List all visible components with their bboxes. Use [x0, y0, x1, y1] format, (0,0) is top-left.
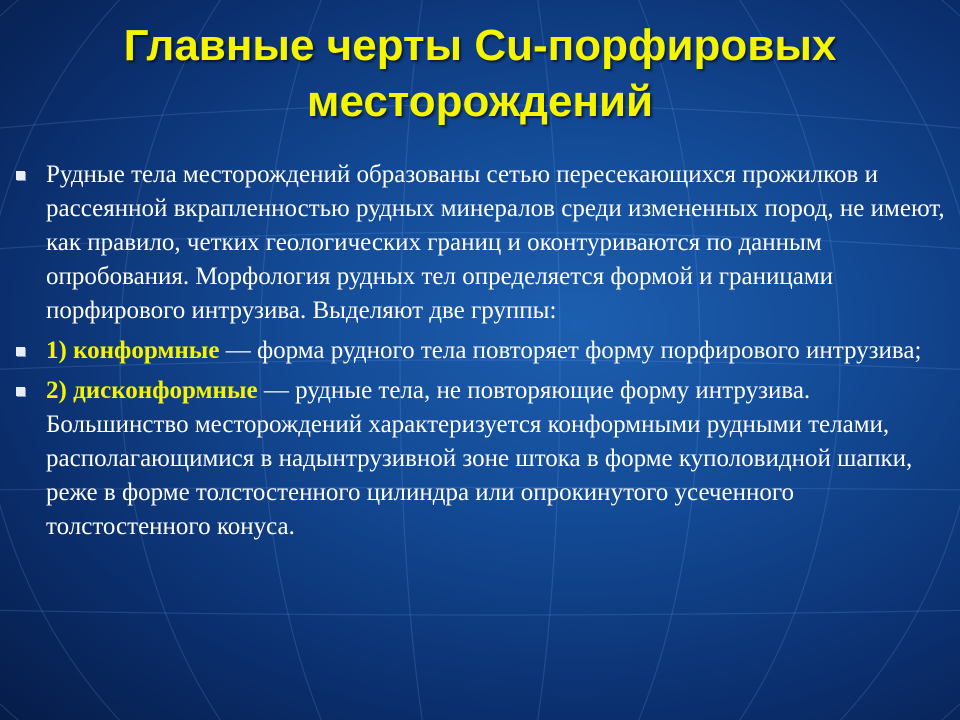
bullet-item-1: [12, 158, 952, 328]
bullet-text: Рудные тела месторождений образованы сетью пересекающихся прожилков и рассеянной вкрапленностью рудных минералов среди измененных пород, не имеют, как правило, четких геологических границ и оконтуриваются по данным опробования. Морфология рудных тел определяется формой и границами порфирового интрузива. Выделяют две группы:: [46, 161, 945, 324]
square-bullet-icon: [16, 347, 25, 356]
slide-title: [0, 18, 960, 130]
bullet-text: — форма рудного тела повторяет форму порфирового интрузива;: [219, 337, 922, 364]
bullet-item-2: [12, 334, 952, 368]
bullet-item-3: [12, 374, 952, 544]
bullet-text: — рудные тела, не повторяющие форму интрузива. Большинство месторождений характеризуется конформными рудными телами, располагающимися в надынтрузивной зоне штока в форме куполовидной шапки, реже в форме толстостенного цилиндра или опрокинутого усеченного толстостенного конуса.: [46, 377, 913, 540]
bullet-keyword: 1) конформные: [46, 337, 220, 364]
slide-title-line-1: Главные черты Cu-порфировых: [123, 21, 837, 70]
square-bullet-icon: [16, 387, 25, 396]
square-bullet-icon: [16, 171, 25, 180]
slide-title-line-2: месторождений: [306, 77, 654, 126]
bullet-keyword: 2) дисконформные: [46, 377, 258, 404]
slide-content: [12, 158, 952, 550]
